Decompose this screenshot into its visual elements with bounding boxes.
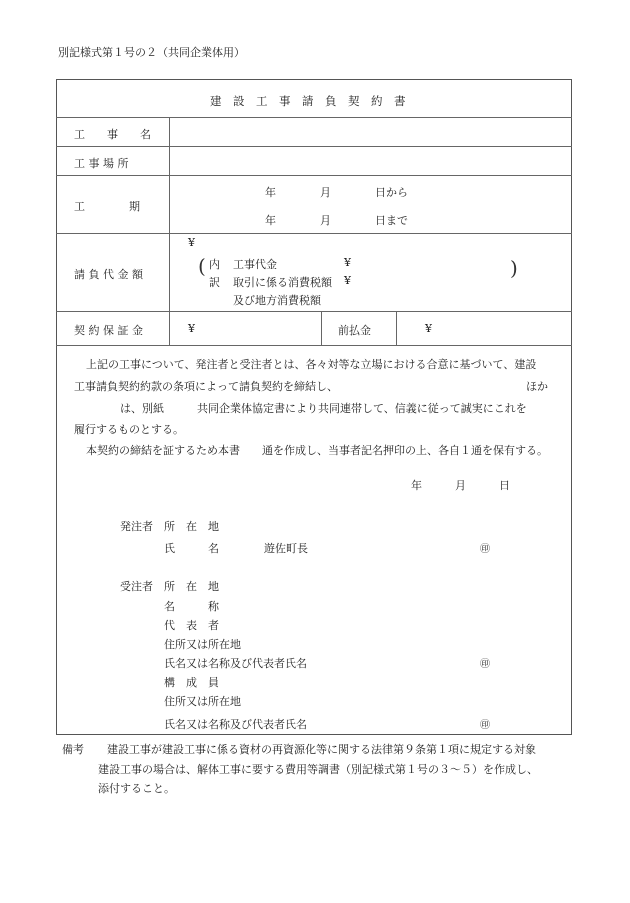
header-note: 別記様式第１号の２（共同企業体用） [58, 46, 245, 59]
remarks-line-2: 建設工事の場合は、解体工事に要する費用等調書（別記様式第１号の３～５）を作成し、 [98, 763, 538, 776]
orderer-address-label: 所 在 地 [164, 520, 219, 533]
construction-name-field[interactable] [172, 121, 568, 143]
construction-place-label: 工 事 場 所 [74, 157, 129, 170]
member-address-label: 住所又は所在地 [164, 695, 241, 708]
orderer-name-value: 遊佐町長 [264, 542, 308, 555]
body-line-3: は、別紙 共同企業体協定書により共同連帯して、信義に従って誠実にこれを [120, 402, 527, 415]
period-to[interactable]: 年 月 日まで [265, 214, 408, 227]
construction-place-field[interactable] [172, 150, 568, 172]
orderer-name-label: 氏 名 [164, 542, 219, 555]
member-name-label: 氏名又は名称及び代表者氏名 [164, 718, 307, 731]
advance-label: 前払金 [338, 324, 371, 337]
rule [56, 345, 572, 346]
breakdown-construction-cost: 工事代金 [233, 258, 277, 271]
tax-yen[interactable]: ¥ [344, 274, 351, 287]
contractor-address-label: 所 在 地 [164, 580, 219, 593]
contractor-company-label: 名 称 [164, 600, 219, 613]
orderer-label: 発注者 [120, 520, 153, 533]
advance-yen[interactable]: ¥ [425, 322, 432, 335]
breakdown-label-2: 訳 [209, 276, 220, 289]
period-from[interactable]: 年 月 日から [265, 186, 408, 199]
contract-price-label: 請 負 代 金 額 [74, 268, 143, 281]
guarantee-yen[interactable]: ¥ [188, 322, 195, 335]
body-line-4: 履行するものとする。 [74, 423, 184, 436]
guarantee-label: 契 約 保 証 金 [74, 324, 143, 337]
remarks-line-1: 建設工事が建設工事に係る資材の再資源化等に関する法律第９条第１項に規定する対象 [107, 743, 536, 756]
rule [396, 311, 397, 345]
rule [56, 233, 572, 234]
construction-name-label: 工 事 名 [74, 128, 151, 141]
rep-address-label: 住所又は所在地 [164, 638, 241, 651]
contract-date[interactable]: 年 月 日 [411, 479, 510, 492]
construction-period-label: 工 期 [74, 200, 140, 213]
contractor-rep-label: 代 表 者 [164, 619, 219, 632]
price-yen[interactable]: ¥ [188, 236, 195, 249]
rule [56, 146, 572, 147]
breakdown-label-1: 内 [209, 258, 220, 271]
rule [169, 117, 170, 345]
contractor-label: 受注者 [120, 580, 153, 593]
remarks-line-3: 添付すること。 [98, 782, 175, 795]
breakdown-tax: 取引に係る消費税額 [233, 276, 332, 289]
member-label: 構 成 員 [164, 676, 219, 689]
body-line-2-end: ほか [526, 380, 548, 393]
seal-mark: ㊞ [480, 720, 490, 731]
rule [56, 117, 572, 118]
body-line-2: 工事請負契約約款の条項によって請負契約を締結し、 [74, 380, 338, 393]
construction-cost-yen[interactable]: ¥ [344, 256, 351, 269]
rep-name-label: 氏名又は名称及び代表者氏名 [164, 657, 307, 670]
seal-mark: ㊞ [480, 659, 490, 670]
seal-mark: ㊞ [480, 544, 490, 555]
left-bracket: ( [198, 254, 206, 278]
rule [56, 175, 572, 176]
rule [321, 311, 322, 345]
body-line-5: 本契約の締結を証するため本書 通を作成し、当事者記名押印の上、各自１通を保有する。 [86, 444, 548, 457]
right-bracket: ) [510, 256, 518, 280]
remarks-label: 備考 [62, 743, 84, 756]
body-line-1: 上記の工事について、発注者と受注者とは、各々対等な立場における合意に基づいて、建設 [86, 358, 537, 371]
breakdown-local-tax: 及び地方消費税額 [233, 294, 321, 307]
document-title: 建 設 工 事 請 負 契 約 書 [210, 94, 406, 108]
rule [56, 311, 572, 312]
